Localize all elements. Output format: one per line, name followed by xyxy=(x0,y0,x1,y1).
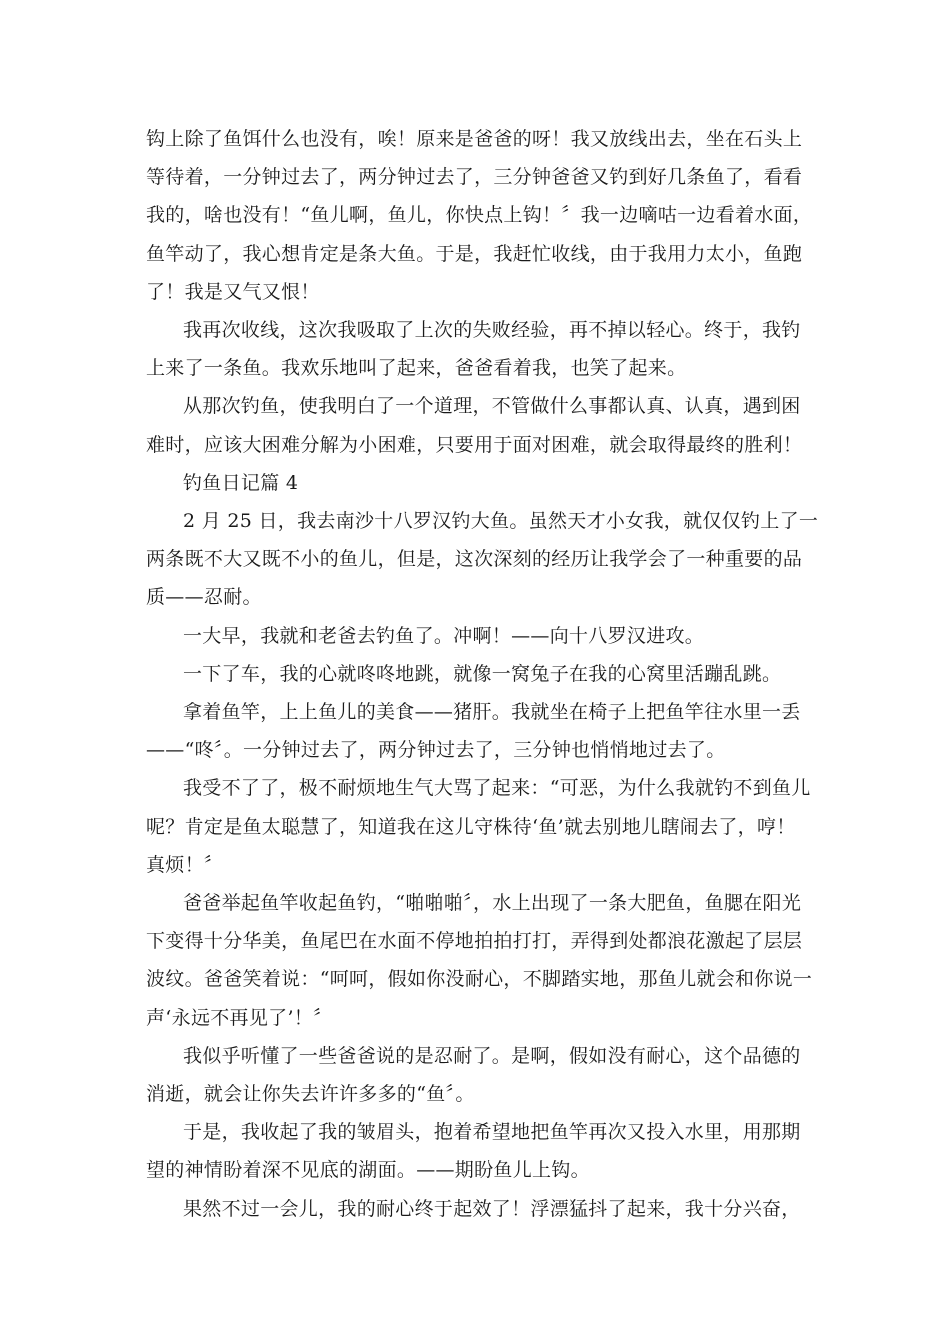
text-line: 一大早，我就和老爸去钓鱼了。冲啊！——向十八罗汉进攻。 xyxy=(183,624,705,647)
text-line: 呢？肯定是鱼太聪慧了，知道我在这儿守株待‘鱼’就去别地儿瞎闹去了，哼！ xyxy=(146,815,796,838)
text-line: 我似乎听懂了一些爸爸说的是忍耐了。是啊，假如没有耐心，这个品德的 xyxy=(183,1044,801,1067)
text-line: 声‘永远不再见了’！〞 xyxy=(146,1006,333,1029)
text-line: 难时，应该大困难分解为小困难，只要用于面对困难，就会取得最终的胜利！ xyxy=(146,433,803,456)
text-line: 爸爸举起鱼竿收起鱼钓，“啪啪啪〞，水上出现了一条大肥鱼，鱼腮在阳光 xyxy=(183,892,802,915)
text-line: 了！我是又气又恨！ xyxy=(146,280,320,303)
text-line: 鱼竿动了，我心想肯定是条大鱼。于是，我赶忙收线，由于我用力太小，鱼跑 xyxy=(146,242,803,265)
text-line: 拿着鱼竿，上上鱼儿的美食——猪肝。我就坐在椅子上把鱼竿往水里一丢 xyxy=(183,701,801,724)
text-line: 钩上除了鱼饵什么也没有，唉！原来是爸爸的呀！我又放线出去，坐在石头上 xyxy=(146,128,803,150)
text-line: 下变得十分华美，鱼尾巴在水面不停地拍拍打打，弄得到处都浪花激起了层层 xyxy=(146,930,803,953)
text-line: 消逝，就会让你失去许许多多的“鱼〞。 xyxy=(146,1083,475,1106)
document-body xyxy=(146,120,819,1228)
text-line: 钓鱼日记篇 4 xyxy=(183,471,299,494)
text-line: 我的，啥也没有！“鱼儿啊，鱼儿，你快点上钩！〞我一边嘀咕一边看着水面， xyxy=(146,204,813,227)
text-line: 波纹。爸爸笑着说：“呵呵，假如你没耐心，不脚踏实地，那鱼儿就会和你说一 xyxy=(146,968,813,991)
text-line: 我受不了了，极不耐烦地生气大骂了起来：“可恶，为什么我就钓不到鱼儿 xyxy=(183,777,811,800)
text-line: 等待着，一分钟过去了，两分钟过去了，三分钟爸爸又钓到好几条鱼了，看看 xyxy=(146,166,803,189)
text-line: 果然不过一会儿，我的耐心终于起效了！浮漂猛抖了起来，我十分兴奋， xyxy=(183,1197,801,1220)
text-line: 两条既不大又既不小的鱼儿，但是，这次深刻的经历让我学会了一种重要的品 xyxy=(146,548,803,571)
text-line: 上来了一条鱼。我欢乐地叫了起来，爸爸看着我，也笑了起来。 xyxy=(146,357,687,380)
text-line: 我再次收线，这次我吸取了上次的失败经验，再不掉以轻心。终于，我钓 xyxy=(183,319,801,342)
text-line: 2 月 25 日，我去南沙十八罗汉钓大鱼。虽然天才小女我，就仅仅钓上了一 xyxy=(183,510,819,533)
text-line: 望的神情盼着深不见底的湖面。——期盼鱼儿上钩。 xyxy=(146,1159,590,1182)
text-line: ——“咚〞。一分钟过去了，两分钟过去了，三分钟也悄悄地过去了。 xyxy=(146,739,726,762)
text-line: 从那次钓鱼，使我明白了一个道理，不管做什么事都认真、认真，遇到困 xyxy=(183,395,801,418)
text-line: 质——忍耐。 xyxy=(146,586,262,609)
text-line: 真烦！〞 xyxy=(146,853,224,876)
text-line: 一下了车，我的心就咚咚地跳，就像一窝兔子在我的心窝里活蹦乱跳。 xyxy=(183,662,782,685)
text-line: 于是，我收起了我的皱眉头，抱着希望地把鱼竿再次又投入水里，用那期 xyxy=(183,1121,801,1144)
